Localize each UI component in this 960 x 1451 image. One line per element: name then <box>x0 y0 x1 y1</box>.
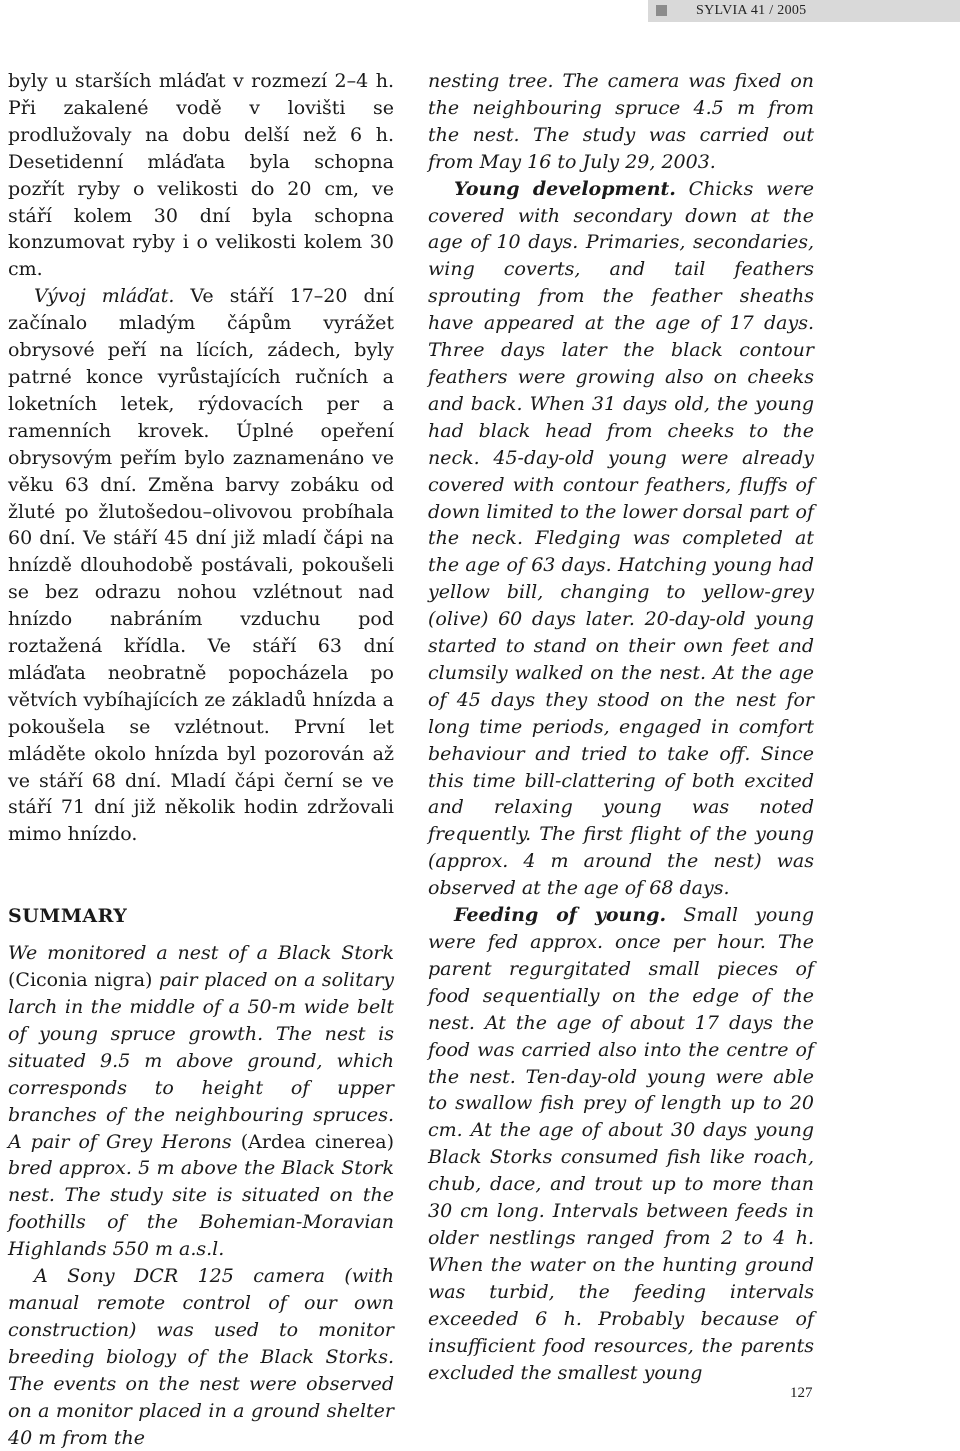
summary-heading: SUMMARY <box>8 905 128 928</box>
section-lead: Feeding of young. <box>454 904 667 927</box>
paragraph: nesting tree. The camera was fixed on the neighbouring spruce 4.5 m from the nest. The study was carried out from May 16 to July 29, 2003. <box>428 70 814 173</box>
section-lead: Young development. <box>454 177 676 200</box>
paragraph: byly u starších mláďat v rozmezí 2–4 h. Při zakalené vodě v lovišti se prodlužovaly na dobu delší než 6 h. Desetidenní mláďata byla schopna pozřít ryby o velikosti do 20 cm, ve stáří kolem 30 dní byla schopna konzumovat ryby i o velikosti kolem 30 cm. <box>8 70 394 281</box>
header-square-icon <box>656 5 667 16</box>
section-lead: Vývoj mláďat. <box>34 285 175 308</box>
paragraph-text: Small young were fed approx. once per hour. The parent regurgitated small pieces of food sequentially on the edge of the nest. At the age of about 17 days the food was carried also into the centre of the nest. Ten-day-old young were able to swallow fish prey of length up to 20 cm. At the age of about 30 days young Black Storks consumed fish like roach, chub, dace, and trout up to more than 30 cm long. Intervals between feeds in older nestlings ranged from 2 to 4 h. When the water on the hunting ground was turbid, the feeding intervals exceeded 6 h. Probably because of insufficient food resources, the parents excluded the smallest young <box>428 904 815 1384</box>
paragraph <box>8 940 394 1263</box>
left-column <box>8 68 394 1451</box>
paragraph: A Sony DCR 125 camera (with manual remote control of our own construction) was used to monitor breeding biology of the Black Storks. The events on the nest were observed on a monitor placed in a ground shelter 40 m from the <box>8 1265 394 1449</box>
species-name: (Ardea cinerea) <box>240 1130 394 1153</box>
page-number: 127 <box>790 1385 813 1401</box>
text-span: pair placed on a solitary larch in the middle of a 50-m wide belt of young spruce growth. The nest is situated 9.5 m above ground, which corresponds to height of upper branches of the neighbouring spruces. A pair of Grey Herons <box>8 969 394 1153</box>
paragraph <box>8 283 394 848</box>
right-column <box>428 68 814 1386</box>
journal-issue: SYLVIA 41 / 2005 <box>696 3 807 18</box>
paragraph-text: Ve stáří 17–20 dní začínalo mladým čápům vyrážet obrysové peří na lících, zádech, byly patrné konce vyrůstajících ručních a loketních letek, rýdovacích per a ramenních krovek. Úplné opeření obrysovým peřím bylo zaznamenáno ve věku 63 dní. Změna barvy zobáku od žluté po žlutošedou–olivovou probíhala 60 dní. Ve stáří 45 dní již mladí čápi na hnízdě dlouhodobě postávali, pokoušeli se bez odrazu nohou vzlétnout nad hnízdo nabráním vzduchu pod roztažená křídla. Ve stáří 63 dní mláďata neobratně popocházela po větvích vybíhajících ze základů hnízda a pokoušela se vzlétnout. První let mláděte okolo hnízda byl pozorován až ve stáří 68 dní. Mladí čápi černí se ve stáří 71 dní již několik hodin zdržovali mimo hnízdo. <box>8 285 394 846</box>
paragraph-text: Chicks were covered with secondary down at the age of 10 days. Primaries, secondaries, wing coverts, and tail feathers sprouting from the feather sheaths have appeared at the age of 17 days. Three days later the black contour feathers were growing also on cheeks and back. When 31 days old, the young had black head from cheeks to the neck. 45-day-old young were already covered with contour feathers, fluffs of down limited to the lower dorsal part of the neck. Fledging was completed at the age of 63 days. Hatching young had yellow bill, changing to yellow-grey (olive) 60 days later. 20-day-old young started to stand on their own feet and clumsily walked on the nest. At the age of 45 days they stood on the nest for long time periods, engaged in comfort behaviour and tried to take off. Since this time bill-clattering of both excited and relaxing young was noted frequently. The first flight of the young (approx. 4 m around the nest) was observed at the age of 68 days. <box>428 177 814 900</box>
text-span: We monitored a nest of a Black Stork <box>8 942 394 965</box>
text-span: bred approx. 5 m above the Black Stork nest. The study site is situated on the foothills of the Bohemian-Moravian Highlands 550 m a.s.l. <box>8 1157 394 1261</box>
paragraph <box>428 176 814 902</box>
species-name: (Ciconia nigra) <box>8 969 153 992</box>
running-header <box>648 0 960 22</box>
paragraph <box>428 902 814 1386</box>
